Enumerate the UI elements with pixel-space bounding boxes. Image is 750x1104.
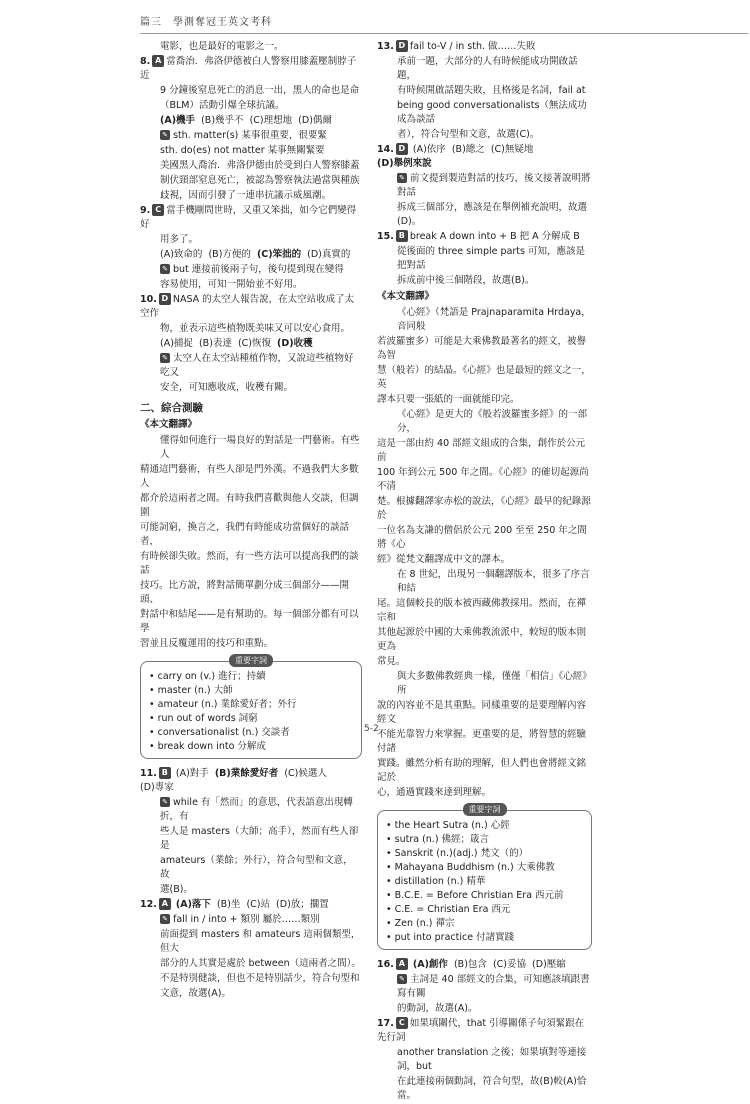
q15-head: break A down into + B 把 A 分解成 B xyxy=(409,231,580,242)
note-icon: ✎ xyxy=(160,353,170,363)
q10-line-1: NASA 的太空人報告說，在太空站收成了太空作 xyxy=(140,294,355,319)
vocab-item: • master (n.) 大師 xyxy=(149,684,353,698)
q12-note-1: fall in / into + 類別 屬於……類別 xyxy=(173,914,320,925)
note-icon: ✎ xyxy=(397,974,407,984)
left-column xyxy=(140,40,362,1002)
question-8 xyxy=(140,55,362,203)
q12-option-d: (D)放；擱置 xyxy=(276,899,329,910)
vocab-item: • break down into 分解成 xyxy=(149,740,353,754)
note-icon: ✎ xyxy=(397,173,407,183)
q12-option-c: (C)站 xyxy=(246,899,270,910)
q17-answer-badge: C xyxy=(396,1017,408,1029)
vocab-item: • Zen (n.) 禪宗 xyxy=(386,917,583,931)
q8-option-a: (A)機手 xyxy=(160,115,196,126)
q8-line-1: 當喬治．弗洛伊德被白人警察用膝蓋壓制脖子近 xyxy=(140,56,357,81)
para-line-8: 習並且反覆運用的技巧和重點。 xyxy=(140,638,274,649)
question-13 xyxy=(377,40,592,142)
q10-line-2: 物，並表示這些植物既美味又可以安心食用。 xyxy=(160,323,351,334)
para2-line: 這是一部由約 40 部經文組成的合集，創作於公元前 xyxy=(377,438,586,463)
para2-line: 楚。根據翻譯家赤松的說法，《心經》最早的紀錄源於 xyxy=(377,496,591,521)
vocab-item: • Mahayana Buddhism (n.) 大乘佛教 xyxy=(386,861,583,875)
q13-answer-badge: D xyxy=(396,40,408,52)
para-line-5: 有時候卻失敗。然而，有一些方法可以提高我們的談話 xyxy=(140,551,359,576)
vocab-item: • put into practice 付諸實踐 xyxy=(386,931,583,945)
q13-number: 13. xyxy=(377,41,394,52)
q13-note-2: 有時候開啟話題失敗，且格後是名詞，fail at xyxy=(397,85,586,96)
q8-answer-badge: A xyxy=(152,55,164,67)
question-9 xyxy=(140,204,362,292)
q17-note-2: another translation 之後；如果填對等連接詞，but xyxy=(397,1047,587,1072)
q11-answer-badge: B xyxy=(159,767,171,779)
para-line-2: 精通這門藝術，有些人卻是門外漢。不過我們大多數人 xyxy=(140,464,359,489)
q11-note-4: 選(B)。 xyxy=(160,884,193,895)
para4-line: 實踐。雖然分析有助的理解，但人們也會將經文銘記於 xyxy=(377,758,587,783)
note-icon: ✎ xyxy=(160,797,170,807)
vocab-item: • distillation (n.) 精華 xyxy=(386,875,583,889)
q10-option-a: (A)捕捉 xyxy=(160,338,193,349)
q9-option-a: (A)致命的 xyxy=(160,249,203,260)
q14-option-c: (C)無疑地 xyxy=(490,144,534,155)
header-divider xyxy=(140,33,748,34)
q14-number: 14. xyxy=(377,144,394,155)
vocab-item: • B.C.E. = Before Christian Era 西元前 xyxy=(386,889,583,903)
question-16 xyxy=(377,958,592,1016)
translation-paragraph xyxy=(140,434,362,651)
q10-options xyxy=(140,337,362,351)
q9-option-b: (B)方便的 xyxy=(208,249,251,260)
q16-answer-badge: A xyxy=(396,958,408,970)
q10-option-b: (B)表達 xyxy=(198,338,232,349)
q17-note-3: 在此連接兩個動詞，符合句型，故(B)較(A)恰當。 xyxy=(397,1076,587,1101)
para1-line: 《心經》（梵語是 Prajnaparamita Hrdaya，音同般 xyxy=(397,307,591,332)
para4-line: 說的內容並不是其重點。同樣重要的是要理解內容經文 xyxy=(377,700,587,725)
q11-option-c: (C)候選人 xyxy=(284,768,327,779)
para1-line: 慧（般若）的結晶。《心經》也是最短的經文之一，英 xyxy=(377,365,591,390)
vocab-item: • the Heart Sutra (n.) 心經 xyxy=(386,819,583,833)
q12-note-4: 不是特別健談，但也不是特別話少，符合句型和 xyxy=(160,973,360,984)
q8-note1-2: sth. do(es) not matter 某事無關緊要 xyxy=(160,145,325,156)
question-15 xyxy=(377,230,592,288)
note-icon: ✎ xyxy=(160,130,170,140)
q8-number: 8. xyxy=(140,56,151,67)
q14-option-d: (D)舉例來說 xyxy=(377,158,432,169)
vocab-item: • run out of words 詞窮 xyxy=(149,712,353,726)
q9-line-1: 當手機剛問世時，又重又笨拙，如今它們變得好 xyxy=(140,205,357,230)
para-line-1: 懂得如何進行一場良好的對話是一門藝術。有些人 xyxy=(160,435,360,460)
para2-line: 經》從梵文翻譯成中文的譯本。 xyxy=(377,554,511,565)
q12-option-b: (B)坐 xyxy=(216,899,241,910)
q12-note-3: 部分的人其實是處於 between（這兩者之間）。 xyxy=(160,958,361,969)
vocab-item: • carry on (v.) 進行；持續 xyxy=(149,670,353,684)
q8-option-d: (D)偶爾 xyxy=(298,115,332,126)
page-number: 5-2 xyxy=(364,724,379,734)
para1-line: 譯本只要一張紙的一面就能印完。 xyxy=(377,394,520,405)
q14-note-2: 拆成三個部分，應該是在舉例補充說明，故選(D)。 xyxy=(397,202,588,227)
q11-option-d: (D)專家 xyxy=(140,782,174,793)
para1-line: 若波羅蜜多）可能是大乘佛教最著名的經文，被譽為智 xyxy=(377,336,587,361)
q10-option-d: (D)收穫 xyxy=(277,338,313,349)
vocabulary-tag: 重要字詞 xyxy=(463,803,507,816)
q12-option-a: (A)落下 xyxy=(175,899,211,910)
q11-note-2: 些人是 masters（大師；高手），然而有些人卻是 xyxy=(160,826,359,851)
para3-line: 尾。這個較長的版本被西藏佛教採用。然而，在禪宗和 xyxy=(377,598,587,623)
q16-note-1: 主詞是 40 部經文的合集，可知應該填跟書寫有關 xyxy=(397,974,590,999)
q13-note-4: 者），符合句型和文意，故選(C)。 xyxy=(397,129,540,140)
q11-note-3: amateurs（業餘；外行），符合句型和文意，故 xyxy=(160,855,353,880)
para3-line: 其他起源於中國的大乘佛教流派中，較短的版本則更為 xyxy=(377,627,587,652)
vocabulary-tag: 重要字詞 xyxy=(229,654,273,667)
q14-note-1: 前文提到製造對話的技巧，後文接著說明將對話 xyxy=(397,173,591,198)
q10-option-c: (C)恢復 xyxy=(237,338,271,349)
translation-paragraph-3 xyxy=(377,568,592,669)
q7-tail: 電影，也是最好的電影之一。 xyxy=(160,41,284,52)
question-11 xyxy=(140,767,362,897)
q14-option-b: (B)總之 xyxy=(451,144,485,155)
q8-note2-1: 美國黑人喬治．弗洛伊德由於受到白人警察膝蓋 xyxy=(160,160,360,171)
q12-note-2: 前面提到 masters 和 amateurs 這兩個類型，但大 xyxy=(160,929,361,954)
q17-number: 17. xyxy=(377,1018,394,1029)
q8-note1-1: sth. matter(s) 某事很重要，很要緊 xyxy=(173,130,327,141)
para4-line: 不能光靠智力來掌握。更重要的是，將智慧的經驗付諸 xyxy=(377,729,587,754)
note-icon: ✎ xyxy=(160,264,170,274)
question-12 xyxy=(140,898,362,1001)
q9-option-d: (D)真實的 xyxy=(307,249,351,260)
vocabulary-box xyxy=(377,805,592,950)
para-line-7: 對話中和結尾——是有幫助的。每一個部分都有可以學 xyxy=(140,609,359,634)
q14-answer-badge: D xyxy=(396,143,408,155)
q9-note-2: 容易使用，可知一開始並不好用。 xyxy=(160,279,303,290)
translation-title: 《本文翻譯》 xyxy=(377,291,435,302)
q9-line-2: 用多了。 xyxy=(160,234,199,245)
note-icon: ✎ xyxy=(160,914,170,924)
translation-title: 《本文翻譯》 xyxy=(140,419,198,430)
vocab-item: • C.E. = Christian Era 西元 xyxy=(386,903,583,917)
para2-line: 100 年到公元 500 年之間。《心經》的確切起源尚不清 xyxy=(377,467,589,492)
q10-note-1: 太空人在太空站種植作物，又說這些植物好吃又 xyxy=(160,353,354,378)
vocab-item: • amateur (n.) 業餘愛好者；外行 xyxy=(149,698,353,712)
q8-note2-3: 歧視，因而引發了一連串抗議示威風潮。 xyxy=(160,190,332,201)
q9-number: 9. xyxy=(140,205,151,216)
q10-answer-badge: D xyxy=(159,293,171,305)
q8-line-3: （BLM）活動引爆全球抗議。 xyxy=(160,100,285,111)
q16-note-2: 的動詞，故選(A)。 xyxy=(397,1003,478,1014)
para-line-4: 可能詞窮，換言之，我們有時能成功當個好的談話者， xyxy=(140,522,350,547)
q15-number: 15. xyxy=(377,231,394,242)
q8-options xyxy=(140,114,362,128)
q11-number: 11. xyxy=(140,768,157,779)
question-14 xyxy=(377,143,592,229)
q10-note-2: 安全，可知應收成，收穫有關。 xyxy=(160,382,294,393)
q11-option-b: (B)業餘愛好者 xyxy=(214,768,279,779)
q14-option-a: (A)依序 xyxy=(412,144,446,155)
q11-option-a: (A)對手 xyxy=(175,768,209,779)
q9-option-c: (C)笨拙的 xyxy=(256,249,302,260)
vocab-item: • Sanskrit (n.)(adj.) 梵文（的） xyxy=(386,847,583,861)
para3-line: 在 8 世紀，出現另一個翻譯版本，很多了序言和結 xyxy=(397,569,590,594)
translation-paragraph-1 xyxy=(377,306,592,407)
q13-note-1: 承前一題，大部分的人有時候能成功開啟話題， xyxy=(397,56,578,81)
translation-paragraph-2 xyxy=(377,408,592,567)
page-header: 篇三 學測奪冠王英文考科 xyxy=(140,17,272,28)
q12-answer-badge: A xyxy=(159,898,171,910)
q8-line-2: 9 分鐘後窒息死亡的消息一出，黑人的命也是命 xyxy=(160,85,360,96)
question-17 xyxy=(377,1017,592,1103)
q9-options xyxy=(140,248,362,262)
q16-option-b: (B)包含 xyxy=(453,959,487,970)
para2-line: 《心經》是更大的《般若波羅蜜多經》的一部分， xyxy=(397,409,588,434)
q16-option-c: (C)妥協 xyxy=(492,959,526,970)
para4-line: 心，通過實踐來達到理解。 xyxy=(377,787,492,798)
para3-line: 常見。 xyxy=(377,656,406,667)
section-title: 二、綜合測驗 xyxy=(140,402,203,414)
q15-note-1: 從後面的 three simple parts 可知，應該是把對話 xyxy=(397,246,586,271)
para-line-6: 技巧。比方說，將對話簡單劃分成三個部分——開頭、 xyxy=(140,580,350,605)
vocabulary-box xyxy=(140,656,362,759)
para2-line: 一位名為支謙的僧侶於公元 200 至至 250 年之間將《心 xyxy=(377,525,587,550)
q16-option-d: (D)壓縮 xyxy=(532,959,566,970)
question-10 xyxy=(140,293,362,395)
q8-option-c: (C)理想地 xyxy=(249,115,293,126)
right-column xyxy=(377,40,592,1104)
para-line-3: 都介於這兩者之間。有時我們喜歡與他人交談，但調圍 xyxy=(140,493,359,518)
q8-option-b: (B)幾乎不 xyxy=(201,115,244,126)
q15-note-2: 拆成前中後三個階段，故選(B)。 xyxy=(397,275,535,286)
q16-number: 16. xyxy=(377,959,394,970)
q15-answer-badge: B xyxy=(396,230,408,242)
q13-note-3: being good conversationalists（無法成功成為談話 xyxy=(397,100,587,125)
q17-note-1: 如果填關代，that 引導關係子句須緊跟在先行詞 xyxy=(377,1018,585,1043)
q10-number: 10. xyxy=(140,294,157,305)
q16-option-a: (A)創作 xyxy=(412,959,448,970)
q12-note-5: 文意，故選(A)。 xyxy=(160,988,231,999)
para4-line: 與大多數佛教經典一樣，僅僅「相信」《心經》所 xyxy=(397,671,592,696)
vocab-item: • conversationalist (n.) 交談者 xyxy=(149,726,353,740)
translation-paragraph-4 xyxy=(377,670,592,800)
q11-note-1: while 有「然而」的意思，代表語意出現轉折，有 xyxy=(160,797,353,822)
q8-note2-2: 制伏頸部窒息死亡，被認為警察執法過當與種族 xyxy=(160,175,360,186)
q9-answer-badge: C xyxy=(152,204,164,216)
q13-head: fail to-V / in sth. 做……失敗 xyxy=(409,41,536,52)
q9-note-1: but 連接前後兩子句，後句提到現在變得 xyxy=(173,264,344,275)
q12-number: 12. xyxy=(140,899,157,910)
vocab-item: • sutra (n.) 佛經；箴言 xyxy=(386,833,583,847)
